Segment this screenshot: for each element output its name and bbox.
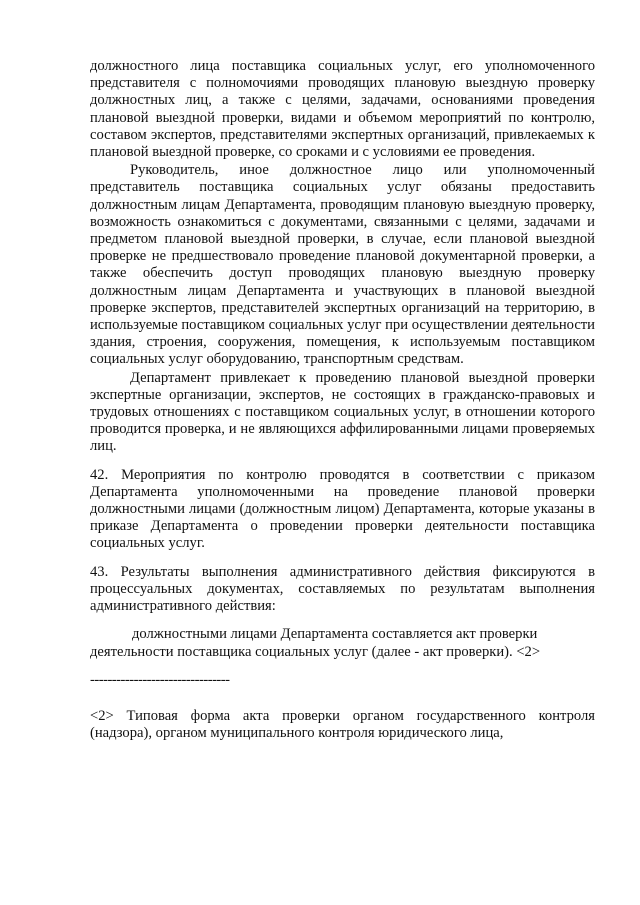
paragraph-42: 42. Мероприятия по контролю проводятся в соответствии с приказом Департамента уполномоченными на проведение плановой проверки должностными лицами (должностным лицом) Департамента, которые указаны в приказе Департамента о проведении проверки деятельности поставщика социальных услуг.	[90, 466, 595, 552]
paragraph-access-obligations: Руководитель, иное должностное лицо или уполномоченный представитель поставщика социальных услуг обязаны предоставить должностным лицам Департамента, проводящим плановую выездную проверку, возможность ознакомиться с документами, связанными с целями, задачами и предметом плановой выездной проверки, в случае, если плановой выездной проверке не предшествовало проведение плановой документарной проверки, а также обеспечить доступ проводящих плановую выездную проверку должностным лицам Департамента и участвующих в плановой выездной проверке экспертов, представителей экспертных организаций на территорию, в используемые поставщиком социальных услуг при осуществлении деятельности здания, строения, сооружения, помещения, к используемым поставщиком социальных услуг оборудованию, транспортным средствам.	[90, 162, 595, 368]
list-item-act	[90, 626, 595, 660]
paragraph-continuation: должностного лица поставщика социальных услуг, его уполномоченного представителя с полномочиями проводящих плановую выездную проверку должностных лиц, а также с целями, задачами, основаниями проведения плановой выездной проверки, видами и объемом мероприятий по контролю, составом экспертов, представителями экспертных организаций, привлекаемых к плановой выездной проверке, со сроками и с условиями ее проведения.	[90, 58, 595, 161]
footnote-separator: --------------------------------	[90, 671, 230, 688]
list-item-first-line: должностными лицами Департамента составляется акт проверки	[132, 626, 538, 643]
document-page	[90, 58, 595, 742]
footnote-2: <2> Типовая форма акта проверки органом государственного контроля (надзора), органом муниципального контроля юридического лица,	[90, 707, 595, 742]
list-item-second-line: деятельности поставщика социальных услуг (далее - акт проверки). <2>	[90, 643, 541, 660]
paragraph-43: 43. Результаты выполнения административного действия фиксируются в процессуальных документах, составляемых по результатам выполнения административного действия:	[90, 563, 595, 615]
paragraph-experts: Департамент привлекает к проведению плановой выездной проверки экспертные организации, экспертов, не состоящих в гражданско-правовых и трудовых отношениях с поставщиком социальных услуг, в отношении которого проводится проверка, и не являющихся аффилированными лицами проверяемых лиц.	[90, 369, 595, 455]
